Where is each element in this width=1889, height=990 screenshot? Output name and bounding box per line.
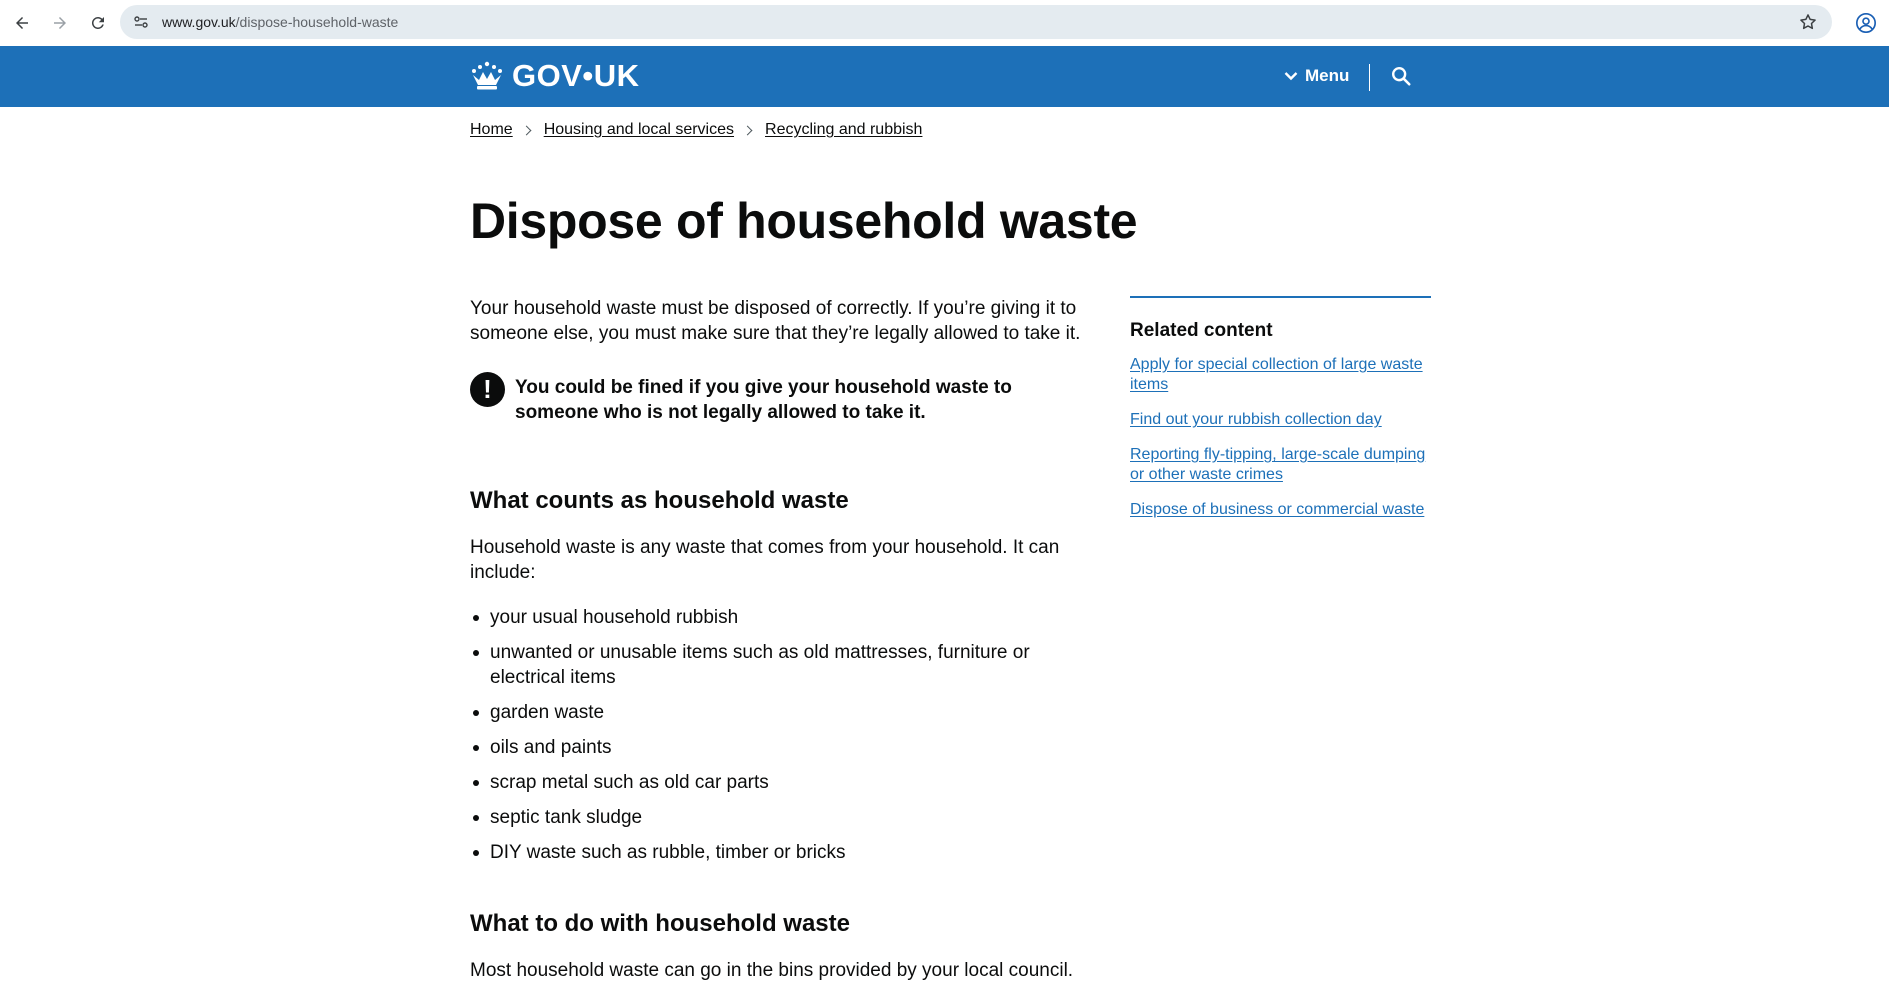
chevron-right-icon [521,125,531,135]
search-icon [1390,65,1412,87]
breadcrumb-recycling[interactable]: Recycling and rubbish [765,121,923,138]
crown-icon [470,61,504,91]
list-item: garden waste [470,700,1100,725]
header-divider [1369,64,1370,91]
menu-label: Menu [1305,66,1350,85]
browser-toolbar [0,0,1889,46]
breadcrumb [470,121,922,139]
reload-button[interactable] [80,5,116,41]
related-link-item [1130,355,1431,395]
section-body-household-waste: Household waste is any waste that comes from your household. It can include: [470,537,1060,583]
url-text [162,14,398,30]
warning-callout [470,375,1100,425]
intro-paragraph: Your household waste must be disposed of correctly. If you’re giving it to someone else, you must make sure that they’re legally allowed to take it. [470,298,1081,344]
menu-button[interactable] [1284,60,1349,92]
related-content [1130,296,1431,535]
list-item: oils and paints [470,735,1100,760]
url-host: www.gov.uk [162,14,236,30]
related-link-item [1130,500,1431,520]
chevron-right-icon [743,125,753,135]
breadcrumb-housing[interactable]: Housing and local services [543,121,735,138]
address-bar[interactable] [120,5,1832,39]
list-item: unwanted or unusable items such as old mattresses, furniture or electrical items [470,640,1100,690]
related-link-collection-day[interactable]: Find out your rubbish collection day [1130,411,1382,428]
breadcrumb-home[interactable]: Home [470,121,513,138]
profile-icon[interactable] [1855,12,1877,34]
url-path: /dispose-household-waste [235,14,399,30]
household-waste-list [470,605,1100,865]
related-content-title: Related content [1130,320,1273,341]
back-button[interactable] [4,5,40,41]
list-item: scrap metal such as old car parts [470,770,1100,795]
warning-icon: ! [470,372,505,407]
related-link-special-collection[interactable]: Apply for special collection of large waste items [1130,356,1423,393]
related-link-item [1130,410,1431,430]
section-heading-household-waste: What counts as household waste [470,487,849,514]
main-content [470,296,1100,983]
arrow-right-icon [51,14,69,32]
list-item: septic tank sludge [470,805,1100,830]
section-body-what-to-do: Most household waste can go in the bins provided by your local council. [470,960,1074,981]
related-links [1130,355,1431,520]
govuk-logo-text: GOV•UK [512,58,640,93]
related-link-fly-tipping[interactable]: Reporting fly-tipping, large-scale dumping or other waste crimes [1130,446,1426,483]
related-link-item [1130,445,1431,485]
govuk-header [0,46,1889,107]
warning-text: You could be fined if you give your household waste to someone who is not legally allowed to take it. [515,377,1012,423]
list-item: DIY waste such as rubble, timber or bricks [470,840,1100,865]
list-item: your usual household rubbish [470,605,1100,630]
govuk-logo-link[interactable] [470,58,640,94]
section-heading-what-to-do: What to do with household waste [470,910,850,937]
related-link-business-waste[interactable]: Dispose of business or commercial waste [1130,501,1425,518]
reload-icon [89,14,107,32]
site-info-icon[interactable] [124,5,158,39]
bookmark-star-icon[interactable] [1798,12,1818,32]
arrow-left-icon [13,14,31,32]
search-button[interactable] [1387,62,1415,90]
forward-button[interactable] [42,5,78,41]
chevron-down-icon [1284,71,1298,81]
page-title: Dispose of household waste [470,193,1138,249]
